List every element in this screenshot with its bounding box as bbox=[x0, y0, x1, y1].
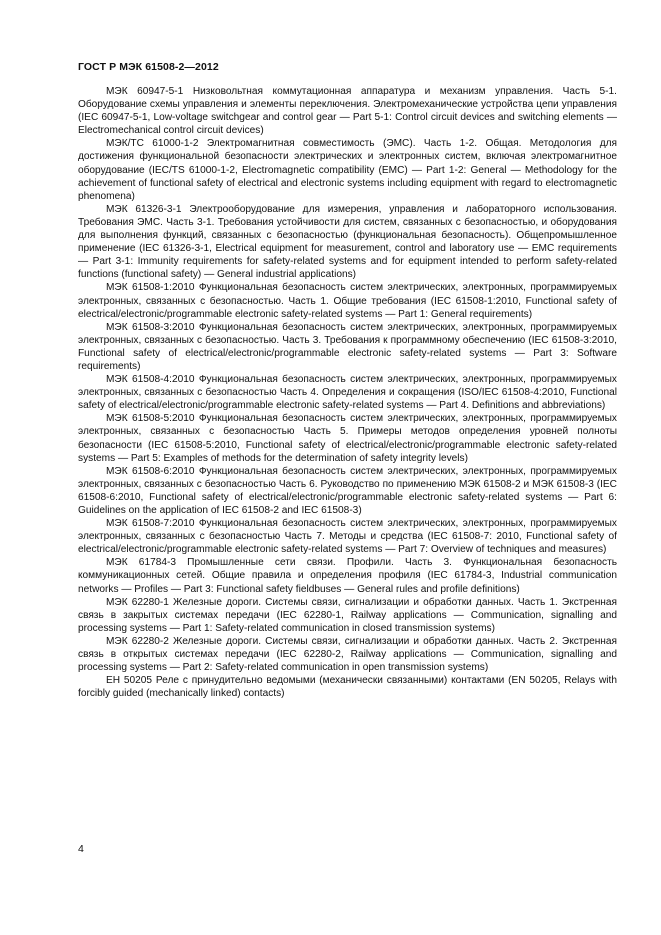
reference-iec-61508-5: МЭК 61508-5:2010 Функциональная безопасность систем электрических, электронных, программируемых электронных, связанных с безопасностью Часть 5. Примеры методов определения уровней полноты безопасности (IEC 61508-5:2010, Functional safety of electrical/electronic/programmable electronic safety-related systems — Part 5: Examples of methods for the determination of safety integrity levels) bbox=[78, 413, 617, 464]
reference-iec-ts-61000-1-2: МЭК/ТС 61000-1-2 Электромагнитная совместимость (ЭМС). Часть 1-2. Общая. Методология для достижения функциональной безопасности электрических и электронных систем, включая электромагнитное оборудование (IEC/TS 61000-1-2, Electromagnetic compatibility (EMC) — Part 1-2: General — Methodology for the achievement of functional safety of electrical and electronic systems including equipment with regard to electromagnetic phenomena) bbox=[78, 138, 617, 202]
reference-iec-61508-7: МЭК 61508-7:2010 Функциональная безопасность систем электрических, электронных, программируемых электронных, связанных с безопасностью Часть 7. Методы и средства (IEC 61508-7: 2010, Functional safety of electrical/electronic/programmable electronic safety-related systems — Part 7: Overview of techniques and measures) bbox=[78, 518, 617, 556]
reference-iec-61326-3-1: МЭК 61326-3-1 Электрооборудование для измерения, управления и лабораторного использования. Требования ЭМС. Часть 3-1. Требования устойчивости для систем, связанных с безопасностью, и оборудования для выполнения функций, связанных с безопасностью (функциональная безопасность). Общепромышленное применение (IEC 61326-3-1, Electrical equipment for measurement, control and laboratory use — EMC requirements — Part 3-1: Immunity requirements for safety-related systems and for equipment intended to perform safety-related functions (functional safety) — General industrial applications) bbox=[78, 203, 617, 281]
reference-iec-61508-6: МЭК 61508-6:2010 Функциональная безопасность систем электрических, электронных, программируемых электронных, связанных с безопасностью Часть 6. Руководство по применению МЭК 61508-2 и МЭК 61508-3 (IEC 61508-6:2010, Functional safety of electrical/electronic/programmable electronic safety-related systems — Part 6: Guidelines on the application of IEC 61508-2 and IEC 61508-3) bbox=[78, 465, 617, 516]
normative-references bbox=[78, 85, 617, 700]
reference-iec-62280-2: МЭК 62280-2 Железные дороги. Системы связи, сигнализации и обработки данных. Часть 2. Экстренная связь в открытых системах передачи (IEC 62280-2, Railway applications — Communication, signalling and processing systems — Part 2: Safety-related communication in open transmission systems) bbox=[78, 635, 617, 674]
reference-iec-61508-4: МЭК 61508-4:2010 Функциональная безопасность систем электрических, электронных, программируемых электронных, связанных с безопасностью Часть 4. Определения и сокращения (ISO/IEC 61508-4:2010, Functional safety of electrical/electronic/programmable electronic safety-related systems — Part 4. Definitions and abbreviations) bbox=[78, 374, 617, 412]
reference-iec-60947-5-1: МЭК 60947-5-1 Низковольтная коммутационная аппаратура и механизм управления. Часть 5-1. Оборудование схемы управления и элементы переключения. Электромеханические устройства цепи управления (IEC 60947-5-1, Low-voltage switchgear and control gear — Part 5-1: Control circuit devices and switching elements — Electromechanical control circuit devices) bbox=[78, 86, 617, 137]
page-number: 4 bbox=[78, 843, 84, 855]
reference-en-50205: EH 50205 Реле с принудительно ведомыми (механически связанными) контактами (EN 50205, Relays with forcibly guided (mechanically linked) contacts) bbox=[78, 675, 617, 700]
document-header: ГОСТ Р МЭК 61508-2—2012 bbox=[78, 61, 219, 73]
reference-iec-61508-1: МЭК 61508-1:2010 Функциональная безопасность систем электрических, электронных, программируемых электронных, связанных с безопасностью. Часть 1. Общие требования (IEC 61508-1:2010, Functional safety of electrical/electronic/programmable electronic safety-related systems — Part 1: General requirements) bbox=[78, 282, 617, 320]
reference-iec-61784-3: МЭК 61784-3 Промышленные сети связи. Профили. Часть 3. Функциональная безопасность коммуникационных сетей. Общие правила и определения профиля (IEC 61784-3, Industrial communication networks — Profiles — Part 3: Functional safety fieldbuses — General rules and profile definitions) bbox=[78, 557, 617, 595]
reference-iec-61508-3: МЭК 61508-3:2010 Функциональная безопасность систем электрических, электронных, программируемых электронных, связанных с безопасностью. Часть 3. Требования к программному обеспечению (IEC 61508-3:2010, Functional safety of electrical/electronic/programmable electronic safety-related systems — Part 3: Software requirements) bbox=[78, 321, 617, 372]
reference-iec-62280-1: МЭК 62280-1 Железные дороги. Системы связи, сигнализации и обработки данных. Часть 1. Экстренная связь в закрытых системах передачи (IEC 62280-1, Railway applications — Communication, signalling and processing systems — Part 1: Safety-related communication in closed transmission systems) bbox=[78, 596, 617, 634]
